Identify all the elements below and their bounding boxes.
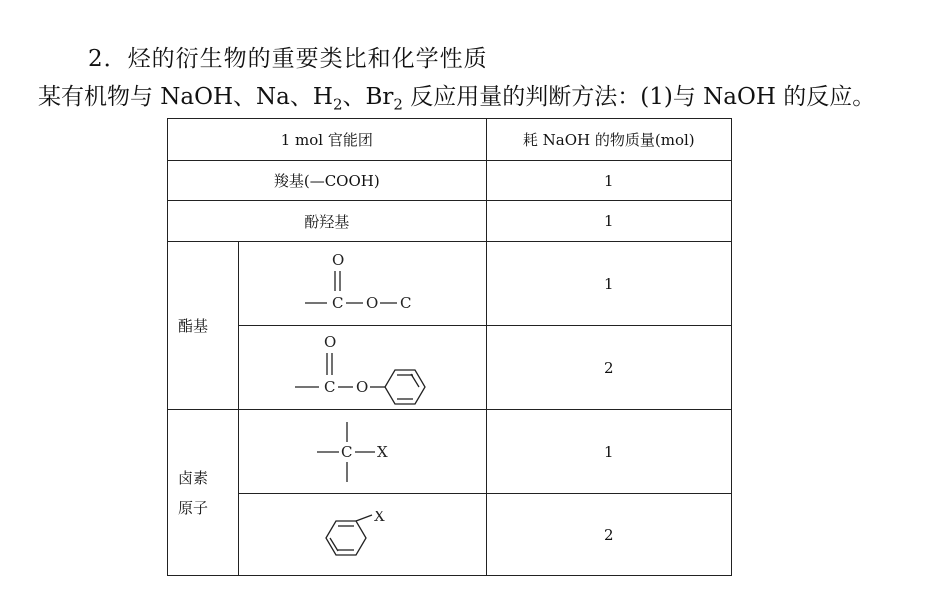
- naoh-reaction-table: [167, 118, 732, 576]
- section-heading: 2．烃的衍生物的重要类比和化学性质: [88, 46, 488, 72]
- svg-text:C: C: [332, 293, 344, 312]
- svg-text:C: C: [400, 293, 412, 312]
- halide-aryl-diagram: [312, 511, 412, 559]
- table-row: [168, 326, 732, 410]
- cell-phenolic-hydroxyl: 酚羟基: [168, 201, 487, 242]
- header-functional-group: 1 mol 官能团: [168, 119, 487, 161]
- cell-halide-alkyl-amount: 1: [486, 410, 731, 494]
- cell-carboxyl-amount: 1: [486, 161, 731, 201]
- svg-text:O: O: [324, 332, 337, 351]
- ester-aryl-structure: [239, 326, 486, 410]
- svg-text:C: C: [341, 442, 353, 461]
- halide-alkyl-diagram: [307, 416, 417, 488]
- table-row: [168, 494, 732, 576]
- cell-phenolic-hydroxyl-amount: 1: [486, 201, 731, 242]
- header-naoh-amount: 耗 NaOH 的物质量(mol): [486, 119, 731, 161]
- halide-alkyl-structure: [239, 410, 486, 494]
- cell-carboxyl: 羧基(—COOH): [168, 161, 487, 201]
- table-row: [168, 242, 732, 326]
- cell-ester-label: 酯基: [168, 242, 239, 410]
- table-row: [168, 161, 732, 201]
- svg-text:O: O: [332, 250, 345, 269]
- halide-aryl-structure: [239, 494, 486, 576]
- svg-text:O: O: [356, 377, 369, 396]
- svg-text:O: O: [366, 293, 379, 312]
- table-row: [168, 201, 732, 242]
- ester-aryl-diagram: [287, 329, 437, 407]
- cell-halogen-label: 卤素 原子: [168, 410, 239, 576]
- cell-ester-aryl-amount: 2: [486, 326, 731, 410]
- table-row: [168, 410, 732, 494]
- cell-ester-alkyl-amount: 1: [486, 242, 731, 326]
- svg-text:X: X: [377, 442, 389, 461]
- svg-text:X: X: [374, 510, 386, 525]
- svg-text:C: C: [324, 377, 336, 396]
- ester-alkyl-structure: [239, 242, 486, 326]
- intro-text: 某有机物与 NaOH、Na、$H_2$、$Br_2$ 反应用量的判断方法：(1)与 NaOH 的反应。: [38, 84, 876, 114]
- ester-alkyl-diagram: [297, 247, 427, 321]
- table-header-row: [168, 119, 732, 161]
- cell-halide-aryl-amount: 2: [486, 494, 731, 576]
